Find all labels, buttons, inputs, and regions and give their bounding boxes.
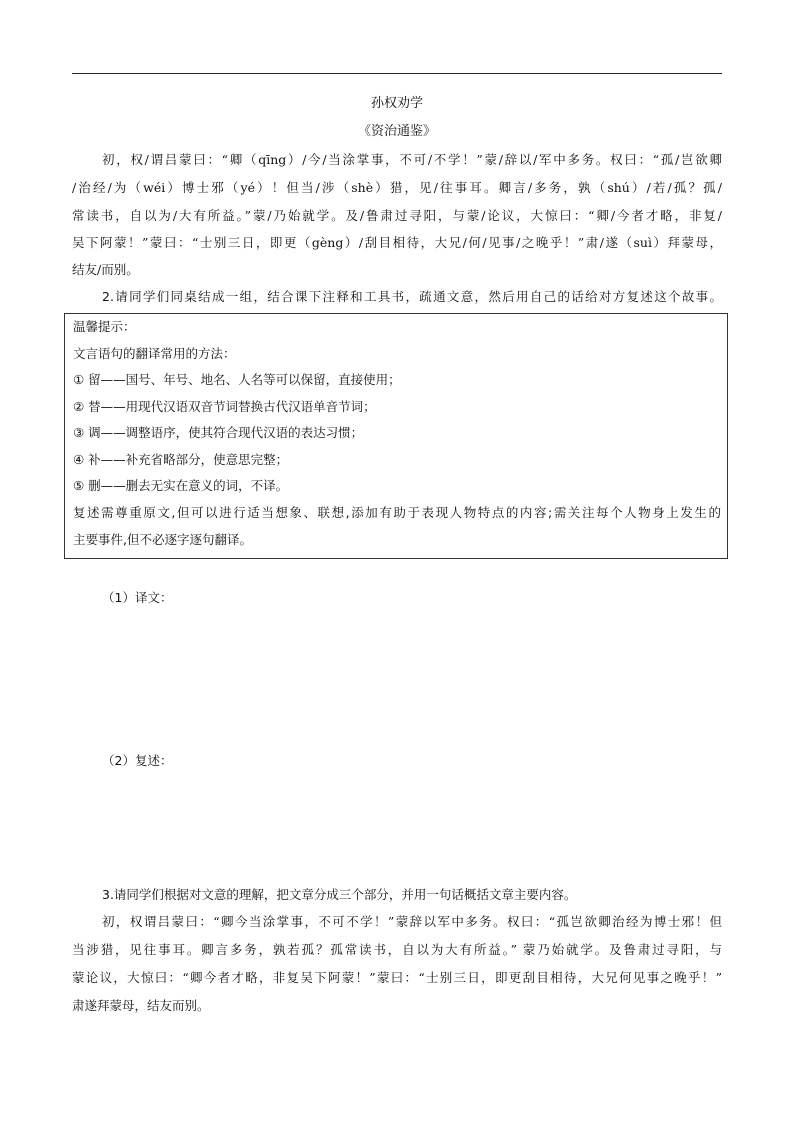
- translation-label: （1）译文：: [102, 590, 173, 605]
- tips-note-line-2: 主要事件,但不必逐字逐句翻译。: [73, 532, 252, 547]
- passage-annotated-line-3: 常读书，自以为/大有所益。”蒙/乃始就学。及/鲁肃过寻阳，与蒙/论议，大惊曰：“卿/今者才略，非复/: [72, 208, 722, 223]
- tips-method-2: ② 替——用现代汉语双音节词替换古代汉语单音节词；: [73, 399, 376, 414]
- passage-plain-line-2: 当涉猎，见往事耳。卿言多务，孰若孤？孤常读书，自以为大有所益。” 蒙乃始就学。及鲁肃过寻阳，与: [72, 942, 722, 957]
- passage-plain-line-1: 初，权谓吕蒙曰：“卿今当涂掌事，不可不学！”蒙辞以军中多务。权曰：“孤岂欲卿治经为博士邪！但: [102, 914, 722, 929]
- tips-intro: 文言语句的翻译常用的方法：: [73, 346, 236, 361]
- tips-method-3: ③ 调——调整语序，使其符合现代汉语的表达习惯；: [73, 425, 364, 440]
- passage-annotated-line-4: 吴下阿蒙！”蒙曰：“士别三日，即更（gèng）/刮目相待，大兄/何/见事/之晚乎！”肃/遂（suì）拜蒙母，: [72, 235, 722, 250]
- passage-annotated-line-1: 初，权/谓吕蒙曰：“卿（qīng）/今/当涂掌事，不可/不学！”蒙/辞以/军中多务。权曰：“孤/岂欲卿: [102, 152, 722, 167]
- document-source: 《资治通鉴》: [357, 124, 436, 139]
- tips-method-5: ⑤ 删——删去无实在意义的词，不译。: [73, 478, 289, 493]
- document-title: 孙权劝学: [370, 96, 423, 111]
- question-3: 3.请同学们根据对文意的理解，把文章分成三个部分，并用一句话概括文章主要内容。: [102, 887, 577, 902]
- passage-annotated-line-2: /治经/为（wéi）博士邪（yé）！但当/涉（shè）猎，见/往事耳。卿言/多务，孰（shú）/若/孤？孤/: [72, 180, 722, 195]
- passage-plain-line-3: 蒙论议，大惊曰：“卿今者才略，非复吴下阿蒙！”蒙曰：“士别三日，即更刮目相待，大兄何见事之晚乎！”: [72, 970, 722, 985]
- tips-method-4: ④ 补——补充省略部分，使意思完整；: [73, 452, 289, 467]
- question-2: 2.请同学们同桌结成一组，结合课下注释和工具书，疏通文意，然后用自己的话给对方复述这个故事。: [102, 289, 722, 304]
- passage-annotated-line-5: 结友/而别。: [72, 262, 139, 277]
- tips-box: [64, 313, 728, 559]
- tips-heading: 温馨提示：: [73, 319, 136, 334]
- retell-label: （2）复述：: [102, 753, 173, 768]
- header-rule: [72, 73, 722, 74]
- tips-note-line-1: 复述需尊重原文,但可以进行适当想象、联想,添加有助于表现人物特点的内容;需关注每个人物身上发生的: [73, 505, 721, 520]
- tips-method-1: ① 留——国号、年号、地名、人名等可以保留，直接使用；: [73, 372, 401, 387]
- passage-plain-line-4: 肃遂拜蒙母，结友而别。: [72, 998, 210, 1013]
